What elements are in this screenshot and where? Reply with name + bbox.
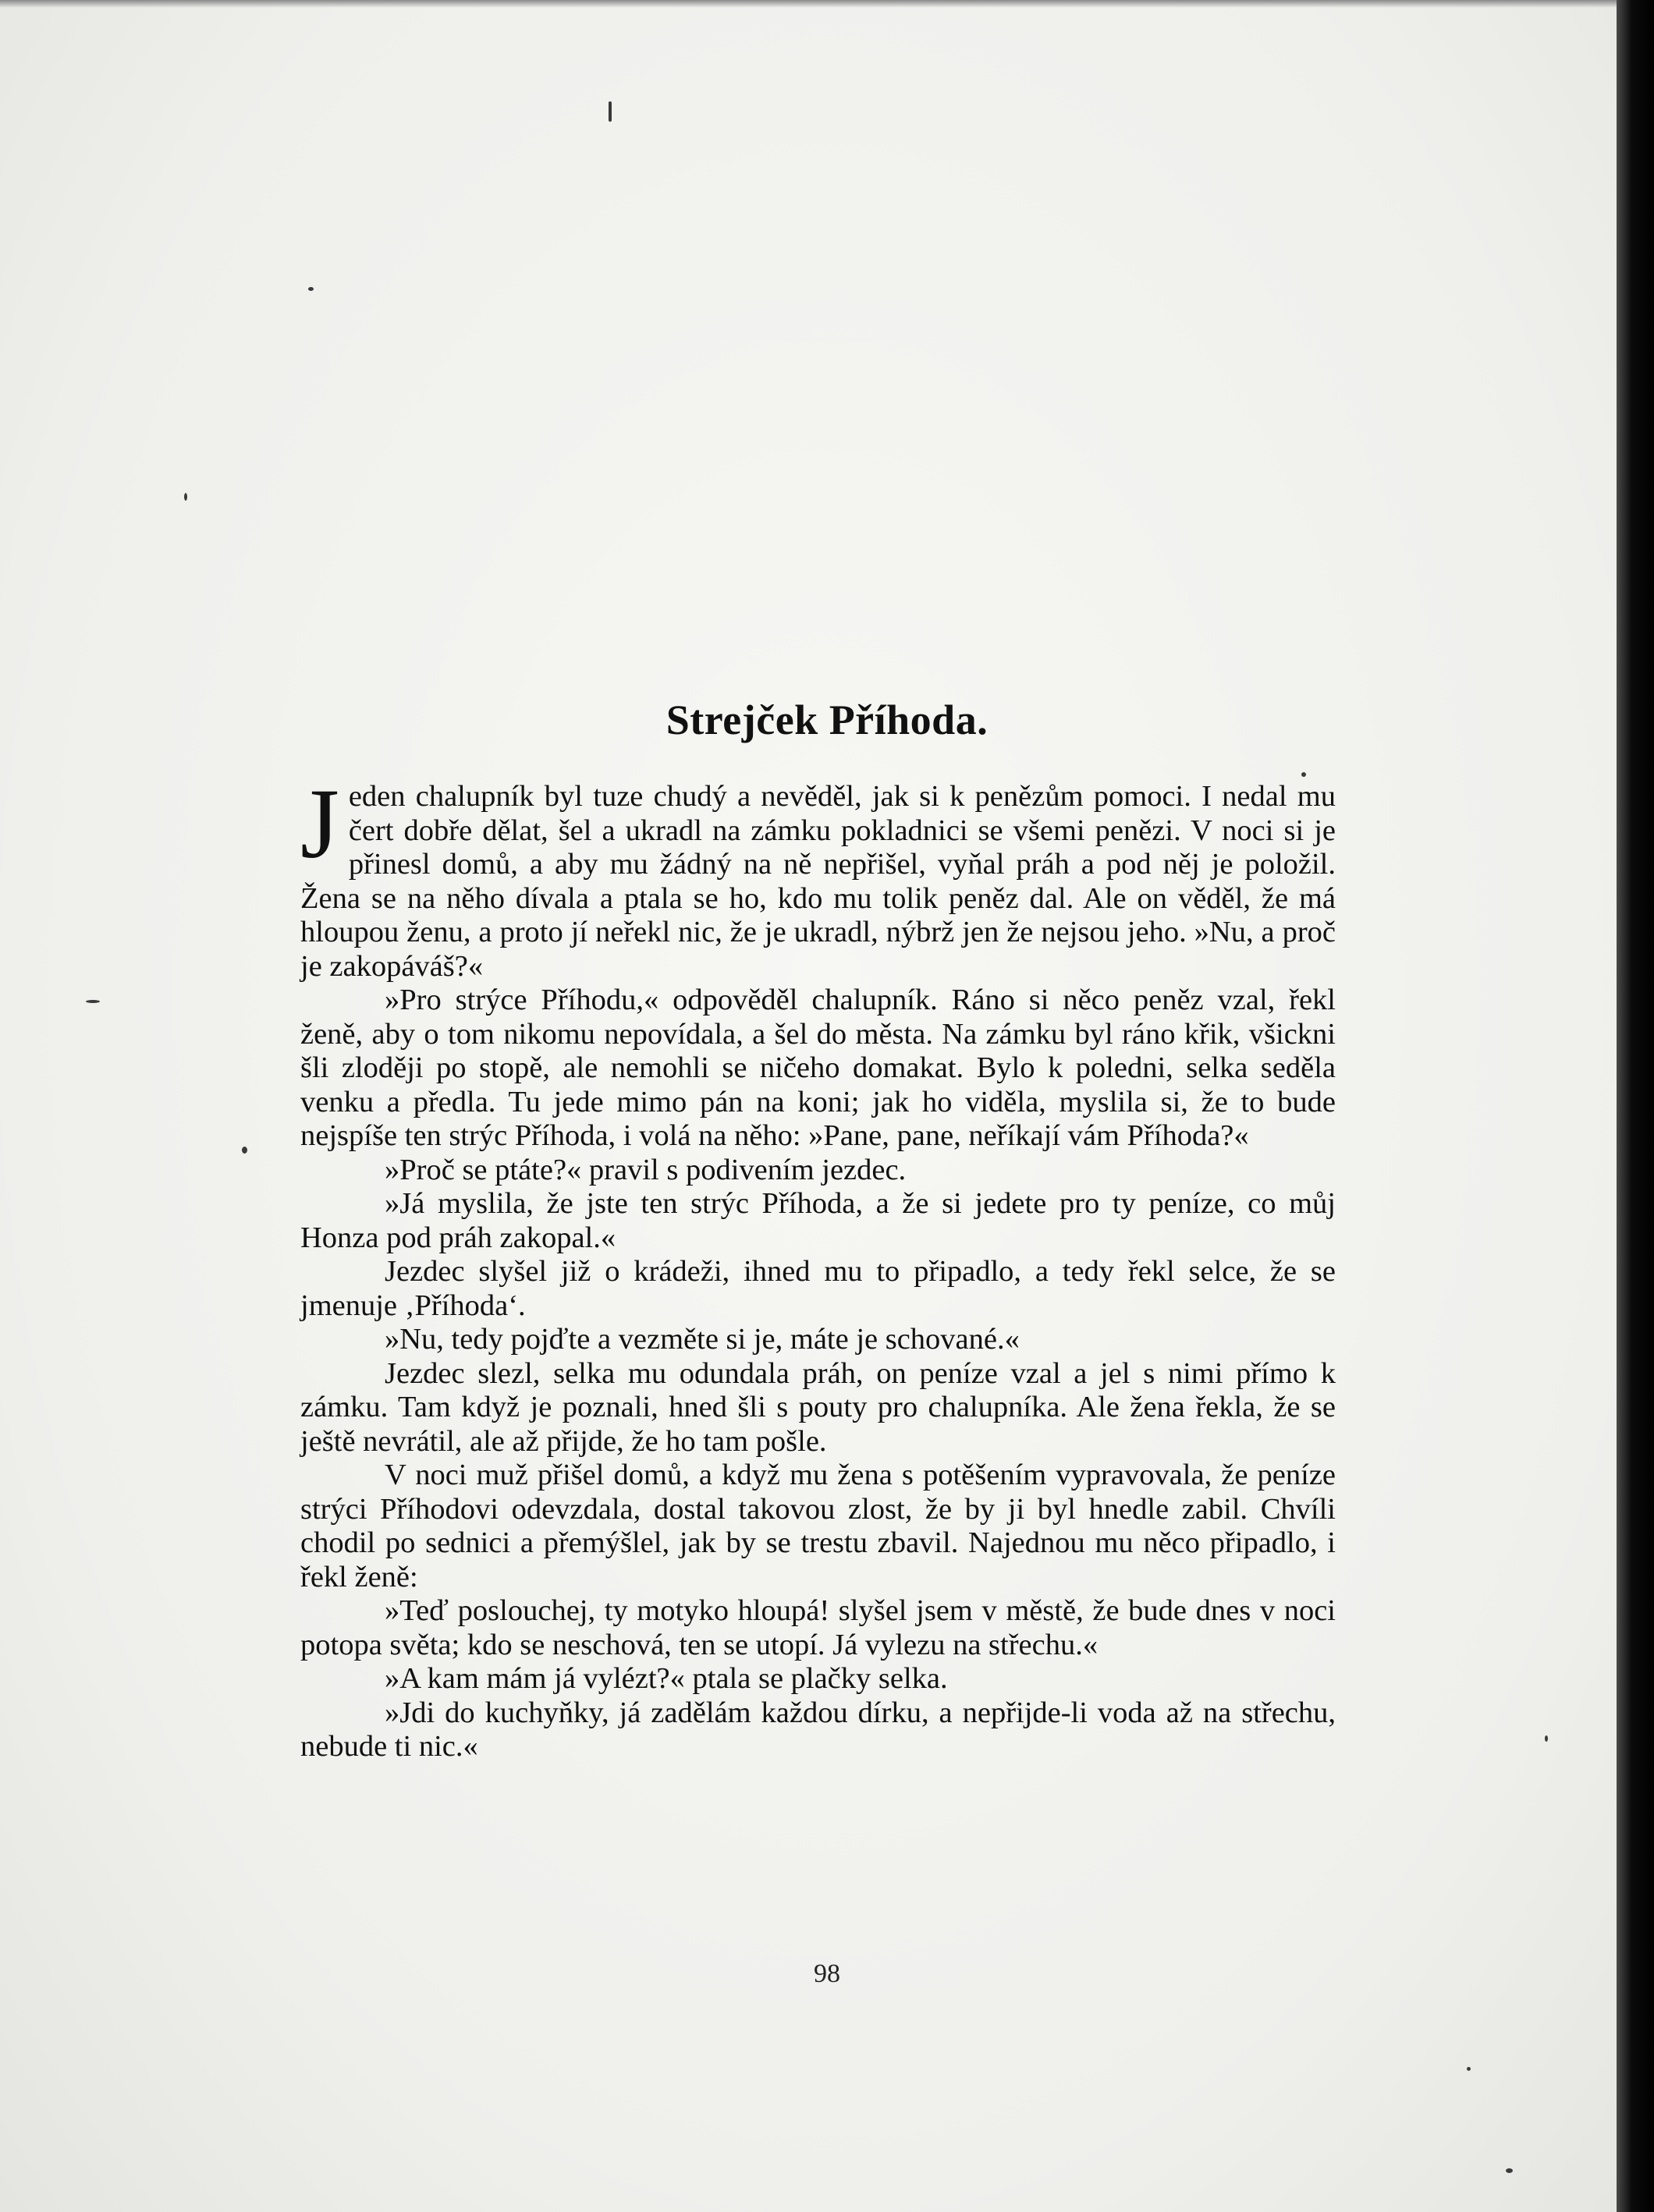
dust-speck [1467,2067,1471,2071]
paragraph: »Proč se ptáte?« pravil s podivením jezdec. [385,1153,907,1186]
paragraph: »Jdi do kuchyňky, já zadělám každou dírku, a nepřijde-li voda až na střechu, nebude ti nic.« [300,1696,1336,1763]
drop-cap: J [300,768,339,879]
paragraph: »Teď poslouchej, ty motyko hloupá! slyšel jsem v městě, že bude dnes v noci potopa světa; kdo se neschová, ten se utopí. Já vylezu na střechu.« [300,1594,1336,1661]
paragraph [300,768,1336,984]
dust-speck [86,1000,100,1003]
paragraph: »A kam mám já vylézt?« ptala se plačky selka. [385,1662,948,1695]
paragraph: V noci muž přišel domů, a když mu žena s potěšením vypravovala, že peníze strýci Příhodovi odevzdala, dostal takovou zlost, že by ji byl hnedle zabil. Chvíli chodil po sednici a přemýšlel, jak by se trestu zbavil. Najednou mu něco připadlo, i řekl ženě: [300,1459,1336,1593]
dust-speck [242,1147,247,1154]
paragraph: Jezdec slyšel již o krádeži, ihned mu to připadlo, a tedy řekl selce, že se jmenuje ‚Příhoda‘. [300,1255,1336,1322]
dust-speck [609,101,612,122]
paragraph: »Já myslila, že jste ten strýc Příhoda, a že si jedete pro ty peníze, co můj Honza pod práh zakopal.« [300,1187,1336,1254]
dust-speck [1545,1735,1548,1742]
page-binding-shadow [1617,0,1654,2212]
page-top-shadow [0,0,1654,8]
chapter-title: Strejček Příhoda. [666,697,988,744]
dust-speck [1506,2168,1513,2173]
chapter-body [300,768,1336,1764]
paragraph: »Nu, tedy pojďte a vezměte si je, máte je schované.« [385,1323,1020,1356]
dust-speck [1301,772,1306,777]
dust-speck [308,287,314,291]
page-number: 98 [814,1959,840,1988]
dust-speck [184,493,187,501]
paragraph: Jezdec slezl, selka mu odundala práh, on peníze vzal a jel s nimi přímo k zámku. Tam když je poznali, hned šli s pouty pro chalupníka. Ale žena řekla, že se ještě nevrátil, ale až přijde, že ho tam pošle. [300,1356,1336,1458]
paragraph-text: eden chalupník byl tuze chudý a nevěděl, jak si k penězům pomoci. I nedal mu čert dobře dělat, šel a ukradl na zámku pokladnici se všemi penězi. V noci si je přinesl domů, a aby mu žádný na ně nepřišel, vyňal práh a pod něj je položil. Žena se na něho dívala a ptala se ho, kdo mu tolik peněz dal. Ale on věděl, že má hloupou ženu, a proto jí neřekl nic, že je ukradl, nýbrž jen že nejsou jeho. »Nu, a proč je zakopáváš?« [300,780,1336,983]
paragraph: »Pro strýce Příhodu,« odpověděl chalupník. Ráno si něco peněz vzal, řekl ženě, aby o tom nikomu nepovídala, a šel do města. Na zámku byl ráno křik, všickni šli zloději po stopě, ale nemohli se ničeho domakat. Bylo k poledni, selka seděla venku a předla. Tu jede mimo pán na koni; jak ho viděla, myslila si, že to bude nejspíše ten strýc Příhoda, i volá na něho: »Pane, pane, neříkají vám Příhoda?« [300,984,1336,1152]
